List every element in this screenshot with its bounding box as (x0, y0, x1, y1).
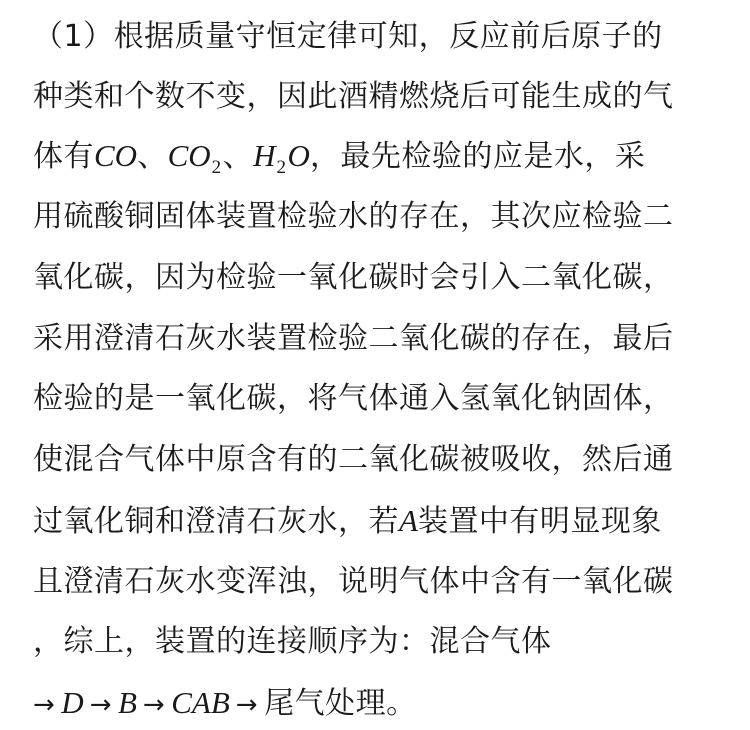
formula-co2-main: CO (167, 138, 211, 173)
separator: 、 (137, 139, 168, 174)
text-line-6: 采用澄清石灰水装置检验二氧化碳的存在，最后 (33, 321, 674, 356)
separator: 、 (222, 139, 254, 174)
text-line-4: 用硫酸铜固体装置检验水的存在，其次应检验二 (33, 199, 674, 234)
text-line-12 (33, 678, 417, 728)
formula-co: CO (94, 138, 138, 173)
text-line-3 (33, 131, 645, 181)
text-fragment: 体有 (33, 139, 94, 174)
arrow-icon: → (33, 690, 56, 720)
arrow-icon: → (235, 690, 259, 720)
text-line-1: （1）根据质量守恒定律可知，反应前后原子的 (33, 19, 663, 54)
formula-h2o-o: O (287, 138, 310, 173)
text-line-5: 氧化碳，因为检验一氧化碳时会引入二氧化碳， (33, 260, 674, 295)
text-line-7: 检验的是一氧化碳，将气体通入氢氧化钠固体， (33, 381, 674, 416)
text-fragment: 过氧化铜和澄清石灰水，若 (33, 504, 399, 539)
formula-h2o-subscript: 2 (276, 157, 287, 178)
arrow-icon: → (142, 690, 166, 720)
text-line-8: 使混合气体中原含有的二氧化碳被吸收，然后通 (33, 442, 674, 477)
formula-co2-subscript: 2 (211, 157, 222, 178)
text-fragment: 尾气处理。 (264, 686, 417, 721)
arrow-icon: → (89, 690, 112, 720)
device-label-a: A (399, 503, 418, 538)
formula-h2o-h: H (253, 138, 276, 173)
device-label-cab: CAB (171, 685, 230, 720)
text-line-9 (33, 496, 662, 546)
text-fragment: 装置中有明显现象 (417, 504, 662, 539)
text-line-11: ，综上，装置的连接顺序为：混合气体 (33, 624, 552, 659)
text-line-10: 且澄清石灰水变浑浊，说明气体中含有一氧化碳 (33, 564, 674, 599)
device-label-b: B (117, 685, 137, 720)
device-label-d: D (61, 685, 84, 720)
text-line-2: 种类和个数不变，因此酒精燃烧后可能生成的气 (33, 79, 674, 114)
text-fragment: ，最先检验的应是水，采 (309, 139, 646, 174)
